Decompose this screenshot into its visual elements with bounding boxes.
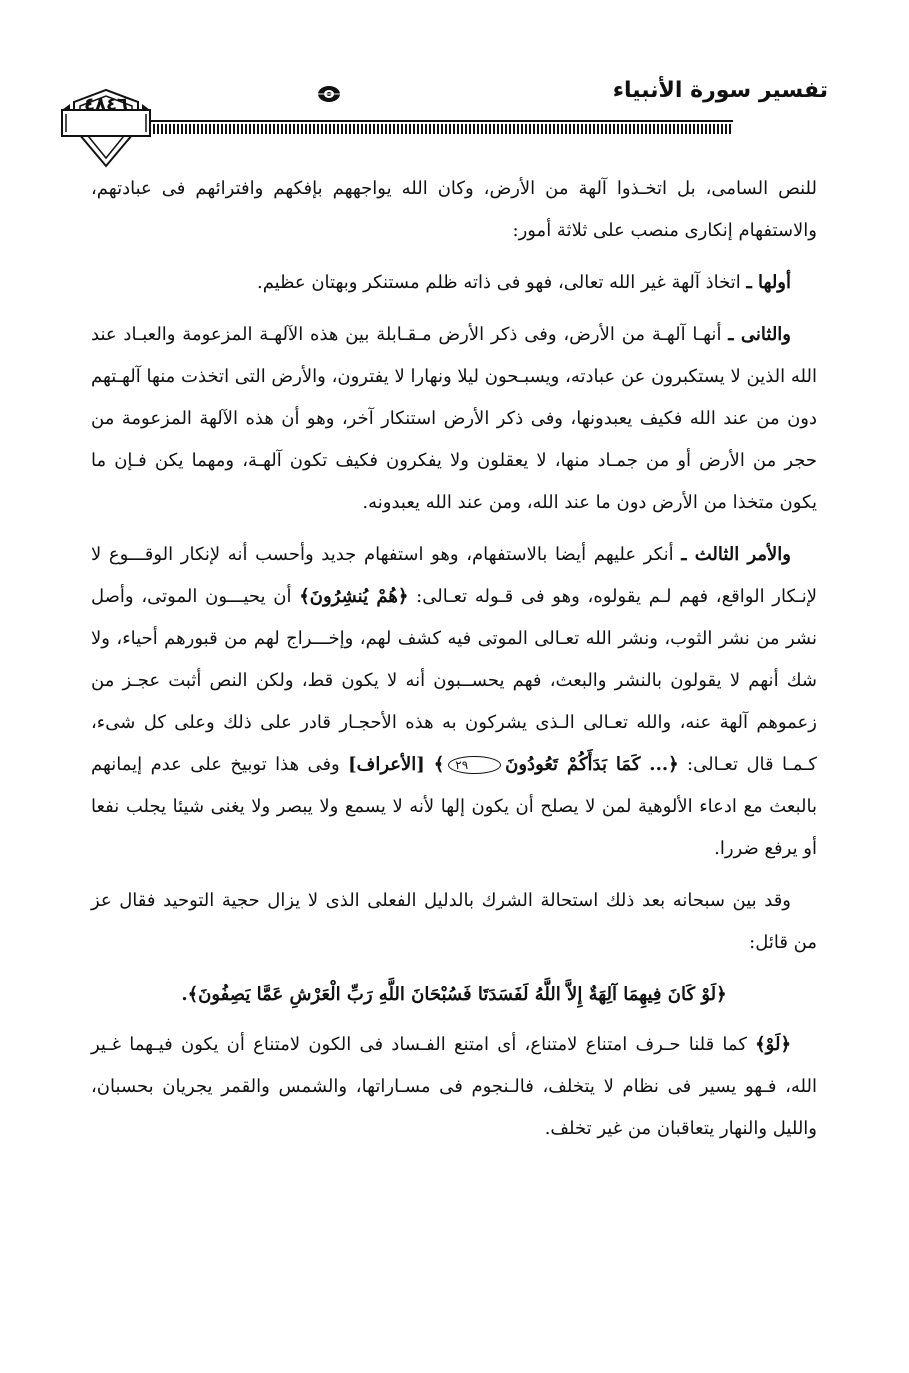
surah-reference: [الأعراف] <box>348 754 434 775</box>
paragraph-1: للنص السامى، بل اتخـذوا آلهة من الأرض، وكان الله يواجههم بإفكهم وافترائهم فى عبادتهم، والاستفهام إنكارى منصب على ثلاثة أمور: <box>91 178 817 241</box>
quran-quote-yunshirun: ﴿هُمْ يُنشِرُونَ﴾ <box>299 586 409 607</box>
paragraph-6 <box>91 1024 817 1150</box>
flower-ornament-icon <box>316 84 342 104</box>
verse-number-badge: ٢٩ <box>448 756 501 774</box>
point-two-label: والثانى ـ <box>728 324 792 345</box>
body-text <box>91 168 817 1160</box>
point-three-text-c: وفى هذا توبيخ على عدم إيمانهم بالبعث مع ادعاء الألوهية لمن لا يصلح أن يكون إلها لأنه لا يسمع ولا يبصر ولا يغنى شيئا يجلب نفعا أو يرفع ضررا. <box>91 754 817 859</box>
quran-verse-centered: ﴿لَوْ كَانَ فِيهِمَا آلِهَةٌ إِلاَّ اللَّهُ لَفَسَدَتَا فَسُبْحَانَ اللَّهِ رَبِّ الْعَرْشِ عَمَّا يَصِفُونَ﴾. <box>181 984 727 1005</box>
quran-quote-araf: ﴿... كَمَا بَدَأَكُمْ تَعُودُونَ <box>505 754 679 775</box>
point-two-text: أنهـا آلهـة من الأرض، وفى ذكر الأرض مـقـابلة بين هذه الآلهـة المزعومة والعبـاد عند الله الذين لا يستكبرون عن عبادته، ويسبـحون ليلا ونهارا لا يفترون، والأرض التى اتخذت منها آلهـتهم دون من عند الله فكيف يعبدونها، وفى ذكر الأرض استنكار آخر، وهو أن هذه الآلهة المزعومة من حجر من الأرض أو من جمـاد منها، لا يعقلون ولا يفكرون فكيف تكون آلهـة، ومهما يكن فـإن ما يكون متخذا من الأرض دون ما عند الله، ومن عند الله يعبدونه. <box>90 324 817 513</box>
paragraph-3 <box>91 314 817 524</box>
page-number: ٤٨٤٦ <box>84 94 128 115</box>
point-one-label: أولها ـ <box>746 272 791 293</box>
page-header <box>60 70 828 170</box>
paragraph-5: وقد بين سبحانه بعد ذلك استحالة الشرك بالدليل الفعلى الذى لا يزال حجية التوحيد فقال عز من قائل: <box>91 890 817 953</box>
quran-word-law: ﴿لَوْ﴾ <box>755 1034 791 1055</box>
paragraph-6-text: كما قلنا حـرف امتناع لامتناع، أى امتنع الفـساد فى الكون لامتناع أن يكون فيـهما غـير الله، فـهو يسير فى نظام لا يتخلف، فالـنجوم فى مسـاراتها، والشمس والقمر يجريان بحسبان، والليل والنهار يتعاقبان من غير تخلف. <box>91 1034 817 1139</box>
running-title: تفسير سورة الأنبياء <box>612 78 828 103</box>
quran-quote-close: ﴾ <box>433 754 445 775</box>
point-three-label: والأمر الثالث ـ <box>681 544 791 565</box>
header-rule <box>61 124 733 134</box>
point-three-text-b: أن يحيـــون الموتى، وأصل نشر من نشر الثوب، ونشر الله تعـالى الموتى فيه كشف لهم، وإخـــراج لهم من قبورهم أحياء، ولا شك أنهم لا يقولون بالنشر والبعث، فهم يحســبون أنه لا يكون قط، ولكن النص أثبت عجـز من زعموهم آلهة عنه، والله تعـالى الـذى يشركون به هذه الأحجـار قادر على ذلك وعلى كل شىء، كـمـا قال تعـالى: <box>91 586 817 775</box>
point-three-text-a: أنكر عليهم أيضا بالاستفهام، وهو استفهام جديد وأحسب أنه لإنكار الوقـــوع لا لإنـكار الواقع، فهم لـم يقولوه، وهو فى قـوله تعـالى: <box>91 544 817 607</box>
paragraph-2 <box>91 262 817 304</box>
header-rule-line <box>61 120 733 122</box>
paragraph-4 <box>91 534 817 870</box>
point-one-text: اتخاذ آلهة غير الله تعالى، فهو فى ذاته ظلم مستنكر وبهتان عظيم. <box>256 272 747 293</box>
